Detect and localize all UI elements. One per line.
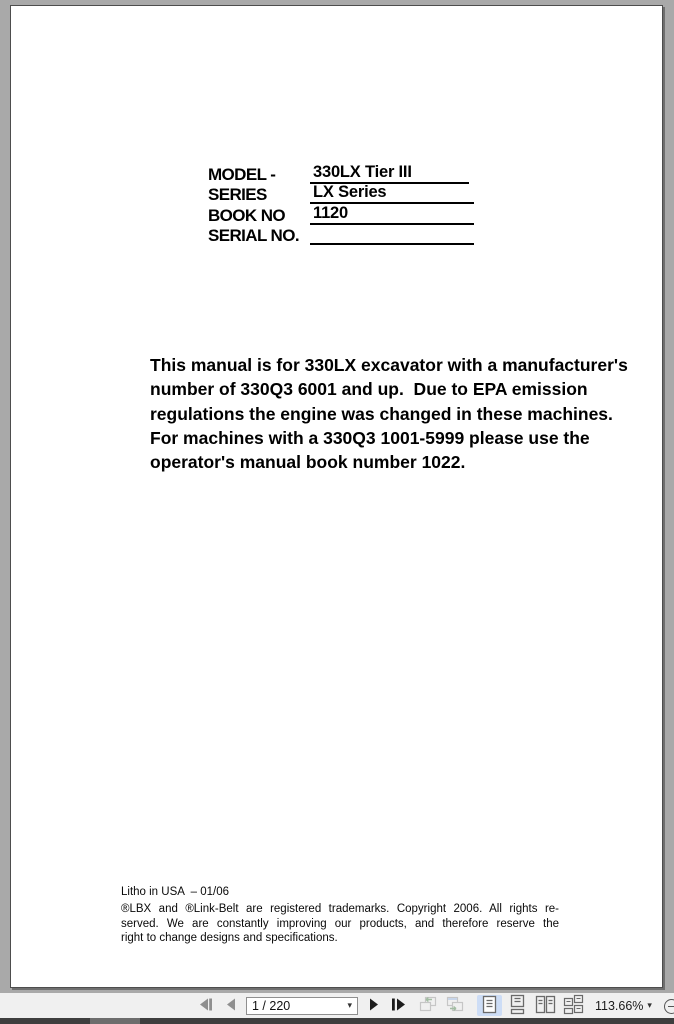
single-page-view-button[interactable]: [477, 995, 502, 1016]
status-bar: [0, 993, 674, 1018]
previous-page-button[interactable]: [224, 996, 238, 1016]
paragraph-line: This manual is for 330LX excavator with a manufacturer's: [150, 355, 628, 375]
two-page-view-icon: [533, 994, 558, 1018]
previous-page-icon: [224, 998, 238, 1014]
next-page-icon: [367, 998, 381, 1014]
last-page-button[interactable]: [390, 996, 408, 1016]
paragraph-line: For machines with a 330Q3 1001-5999 please use the: [150, 427, 590, 448]
title-field-block: [208, 164, 474, 245]
copyright-paragraph: [121, 902, 559, 946]
paragraph-line: operator's manual book number 1022.: [150, 452, 466, 473]
copyright-line: right to change designs and specifications.: [121, 932, 338, 945]
previous-view-icon: [419, 996, 437, 1015]
next-page-button[interactable]: [367, 996, 381, 1016]
pdf-page: [10, 5, 663, 988]
field-row: [208, 225, 474, 245]
page-number-value: 1 / 220: [252, 998, 291, 1013]
first-page-icon: [198, 998, 214, 1014]
field-value-serialno: [310, 243, 474, 245]
bottom-edge-highlight: [90, 1018, 140, 1024]
chevron-down-icon: ▾: [347, 1000, 352, 1010]
continuous-view-button[interactable]: [505, 995, 530, 1016]
first-page-button[interactable]: [198, 996, 214, 1016]
page-layout-button-group: [477, 995, 586, 1016]
field-row: [208, 164, 474, 184]
zoom-level-value[interactable]: 113.66%: [595, 998, 644, 1013]
zoom-out-button[interactable]: [664, 999, 674, 1014]
two-page-continuous-view-button[interactable]: [561, 995, 586, 1016]
next-view-button[interactable]: [446, 996, 464, 1016]
field-label-series: SERIES: [208, 185, 267, 205]
field-row: [208, 204, 474, 224]
paragraph-line: regulations the engine was changed in these machines.: [150, 403, 613, 424]
field-label-bookno: BOOK NO: [208, 205, 286, 225]
field-label-serialno: SERIAL NO.: [208, 225, 299, 245]
two-page-continuous-view-icon: [561, 994, 586, 1018]
bottom-window-edge: [0, 1018, 674, 1024]
last-page-icon: [390, 998, 408, 1014]
copyright-line: served. We are constantly improving our products, and therefore reserve the: [121, 917, 559, 930]
field-value-bookno: 1120: [310, 204, 474, 225]
chevron-down-icon[interactable]: ▾: [647, 1000, 652, 1010]
field-value-series: LX Series: [310, 183, 474, 204]
single-page-view-icon: [477, 994, 502, 1018]
litho-line: Litho in USA – 01/06: [121, 886, 230, 898]
copyright-line: ®LBX and ®Link-Belt are registered trademarks. Copyright 2006. All rights re-: [121, 903, 559, 915]
next-view-icon: [446, 996, 464, 1015]
field-row: [208, 184, 474, 204]
field-label-model: MODEL -: [208, 165, 276, 185]
field-value-model: 330LX Tier III: [310, 163, 469, 184]
manual-notice-paragraph: [150, 353, 665, 474]
continuous-view-icon: [505, 994, 530, 1018]
paragraph-line: number of 330Q3 6001 and up. Due to EPA emission: [150, 379, 588, 400]
previous-view-button[interactable]: [419, 996, 437, 1016]
two-page-view-button[interactable]: [533, 995, 558, 1016]
page-number-combobox[interactable]: [246, 997, 358, 1015]
